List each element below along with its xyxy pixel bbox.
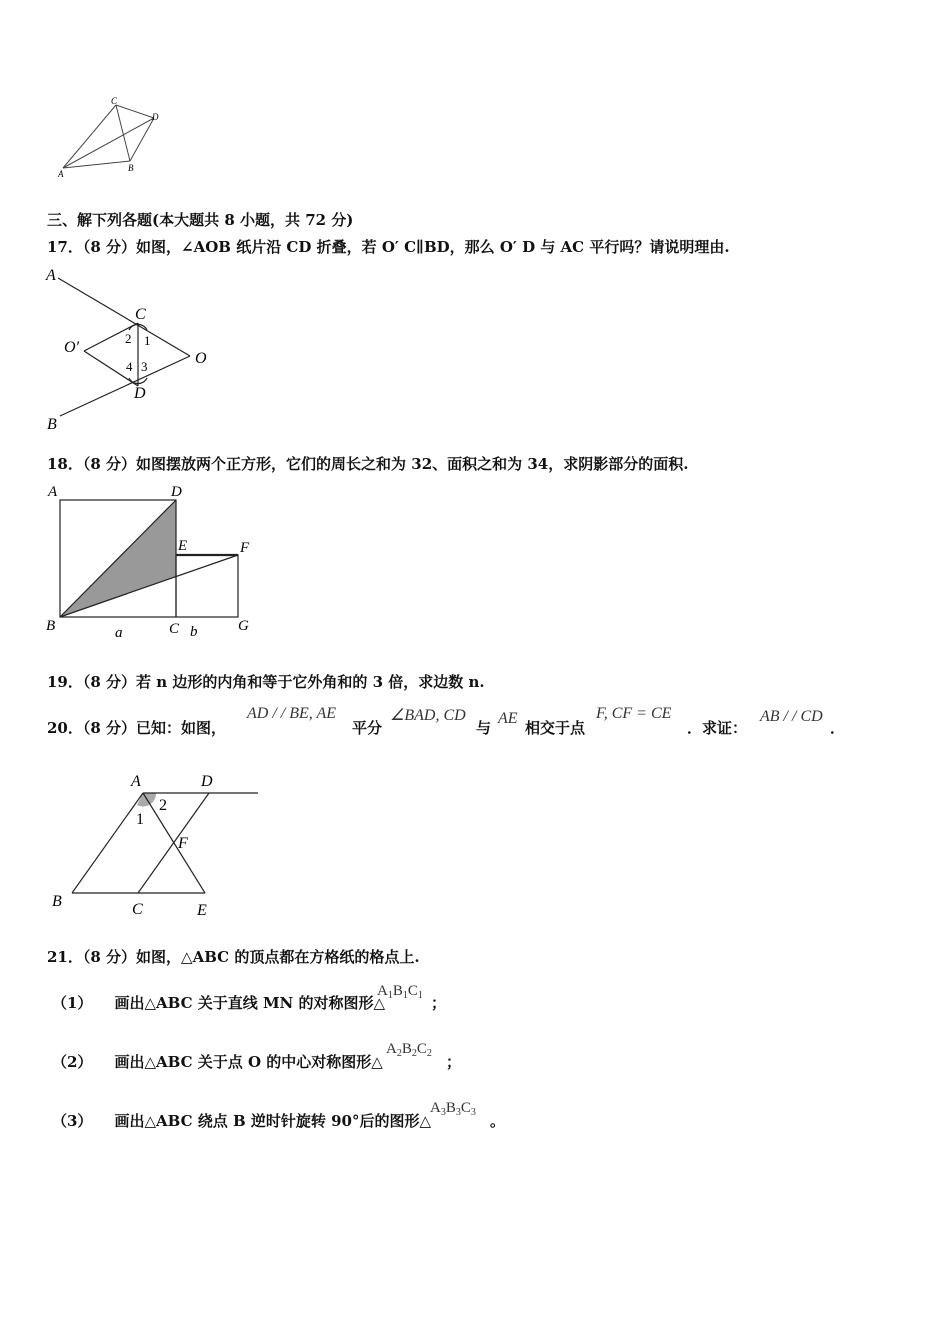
q17-angle-2: 2 <box>125 331 132 346</box>
q18-label-E: E <box>178 538 188 554</box>
q20-angle-2: 2 <box>159 797 167 814</box>
q17-label-C: C <box>135 306 146 323</box>
q20-text-4: ．求证： <box>687 719 748 737</box>
label-D: D <box>152 112 159 122</box>
q20-math-5: AB / / CD <box>760 708 823 725</box>
section-title: 三、解下列各题(本大题共 8 小题，共 72 分) <box>47 211 354 229</box>
label-B: B <box>128 163 134 173</box>
q17-label-D: D <box>134 385 146 402</box>
q21-item-1-a: A <box>377 983 388 999</box>
q20-label-A: A <box>131 773 141 790</box>
q21-item-2-a: A <box>386 1041 397 1057</box>
q20-text-1: 平分 <box>352 719 383 737</box>
q21-item-2-text: 画出△ABC 关于点 O 的中心对称图形△ <box>114 1053 383 1071</box>
q18-label-G: G <box>238 618 249 634</box>
q20-label-E: E <box>197 902 207 919</box>
q21-item-3 <box>52 1111 431 1131</box>
q21-text: 21．（8 分）如图，△ABC 的顶点都在方格纸的格点上. <box>47 948 420 966</box>
q20-math-4: F, CF = CE <box>596 705 672 722</box>
q17-label-O1: O′ <box>64 339 80 356</box>
q21-item-3-text: 画出△ABC 绕点 B 逆时针旋转 90°后的图形△ <box>114 1112 431 1130</box>
q21-item-1-triangle: $A_1B_1C_1$ <box>377 983 423 1001</box>
q21-item-1-c: C <box>407 983 418 999</box>
label-C: C <box>111 96 118 106</box>
q17-label-B: B <box>47 416 57 433</box>
q21-item-2-c: C <box>416 1041 427 1057</box>
q21-item-1-text: 画出△ABC 关于直线 MN 的对称图形△ <box>114 994 386 1012</box>
q17-label-A: A <box>46 267 56 284</box>
label-A: A <box>58 169 64 179</box>
q21-item-3-num: （3） <box>52 1112 93 1130</box>
q18-label-b: b <box>190 624 198 640</box>
q17-text: 17．（8 分）如图，∠AOB 纸片沿 CD 折叠，若 O′ C∥BD，那么 O′ D 与 AC 平行吗？请说明理由. <box>47 238 730 256</box>
q20-label-B: B <box>52 893 62 910</box>
q20-end: ． <box>830 719 846 737</box>
q21-item-3-b: B <box>445 1100 456 1116</box>
q18-text: 18．（8 分）如图摆放两个正方形，它们的周长之和为 32、面积之和为 34，求阴影部分的面积. <box>47 455 689 473</box>
q18-label-D: D <box>171 484 182 500</box>
q20-label-F: F <box>178 835 188 852</box>
q18-label-a: a <box>115 625 123 641</box>
q21-item-1 <box>52 993 385 1013</box>
q21-item-2-triangle: $A_2B_2C_2$ <box>386 1041 432 1059</box>
q21-item-1-num: （1） <box>52 994 93 1012</box>
q21-item-3-c: C <box>460 1100 471 1116</box>
q21-item-1-b: B <box>392 983 403 999</box>
q18-label-F: F <box>240 540 250 556</box>
q17-angle-3: 3 <box>141 359 148 374</box>
q20-math-3: AE <box>498 710 518 727</box>
q17-angle-4: 4 <box>126 359 133 374</box>
q18-label-B: B <box>46 618 56 634</box>
q21-item-3-triangle: $A_3B_3C_3$ <box>430 1100 476 1118</box>
q21-item-2-b: B <box>401 1041 412 1057</box>
q20-text-3: 相交于点 <box>525 719 586 737</box>
q20-text-2: 与 <box>476 719 492 737</box>
q20-math-2: ∠BAD, CD <box>390 707 466 724</box>
q21-item-2 <box>52 1052 383 1072</box>
q21-item-3-a: A <box>430 1100 441 1116</box>
q21-item-1-end: ； <box>431 994 447 1012</box>
q17-label-O: O <box>195 350 207 367</box>
q20-prefix: 20．（8 分）已知：如图， <box>47 719 227 737</box>
q18-label-A: A <box>48 484 58 500</box>
q18-label-C: C <box>169 621 180 637</box>
q20-label-D: D <box>201 773 213 790</box>
q19-text: 19．（8 分）若 n 边形的内角和等于它外角和的 3 倍，求边数 n. <box>47 673 485 691</box>
q21-item-2-num: （2） <box>52 1053 93 1071</box>
q20-label-C: C <box>132 901 143 918</box>
q20-angle-1: 1 <box>136 811 144 828</box>
q20-math-1: AD / / BE, AE <box>247 705 337 722</box>
q21-item-2-end: ； <box>446 1053 462 1071</box>
q21-item-3-end: 。 <box>490 1112 506 1130</box>
q17-angle-1: 1 <box>144 333 151 348</box>
